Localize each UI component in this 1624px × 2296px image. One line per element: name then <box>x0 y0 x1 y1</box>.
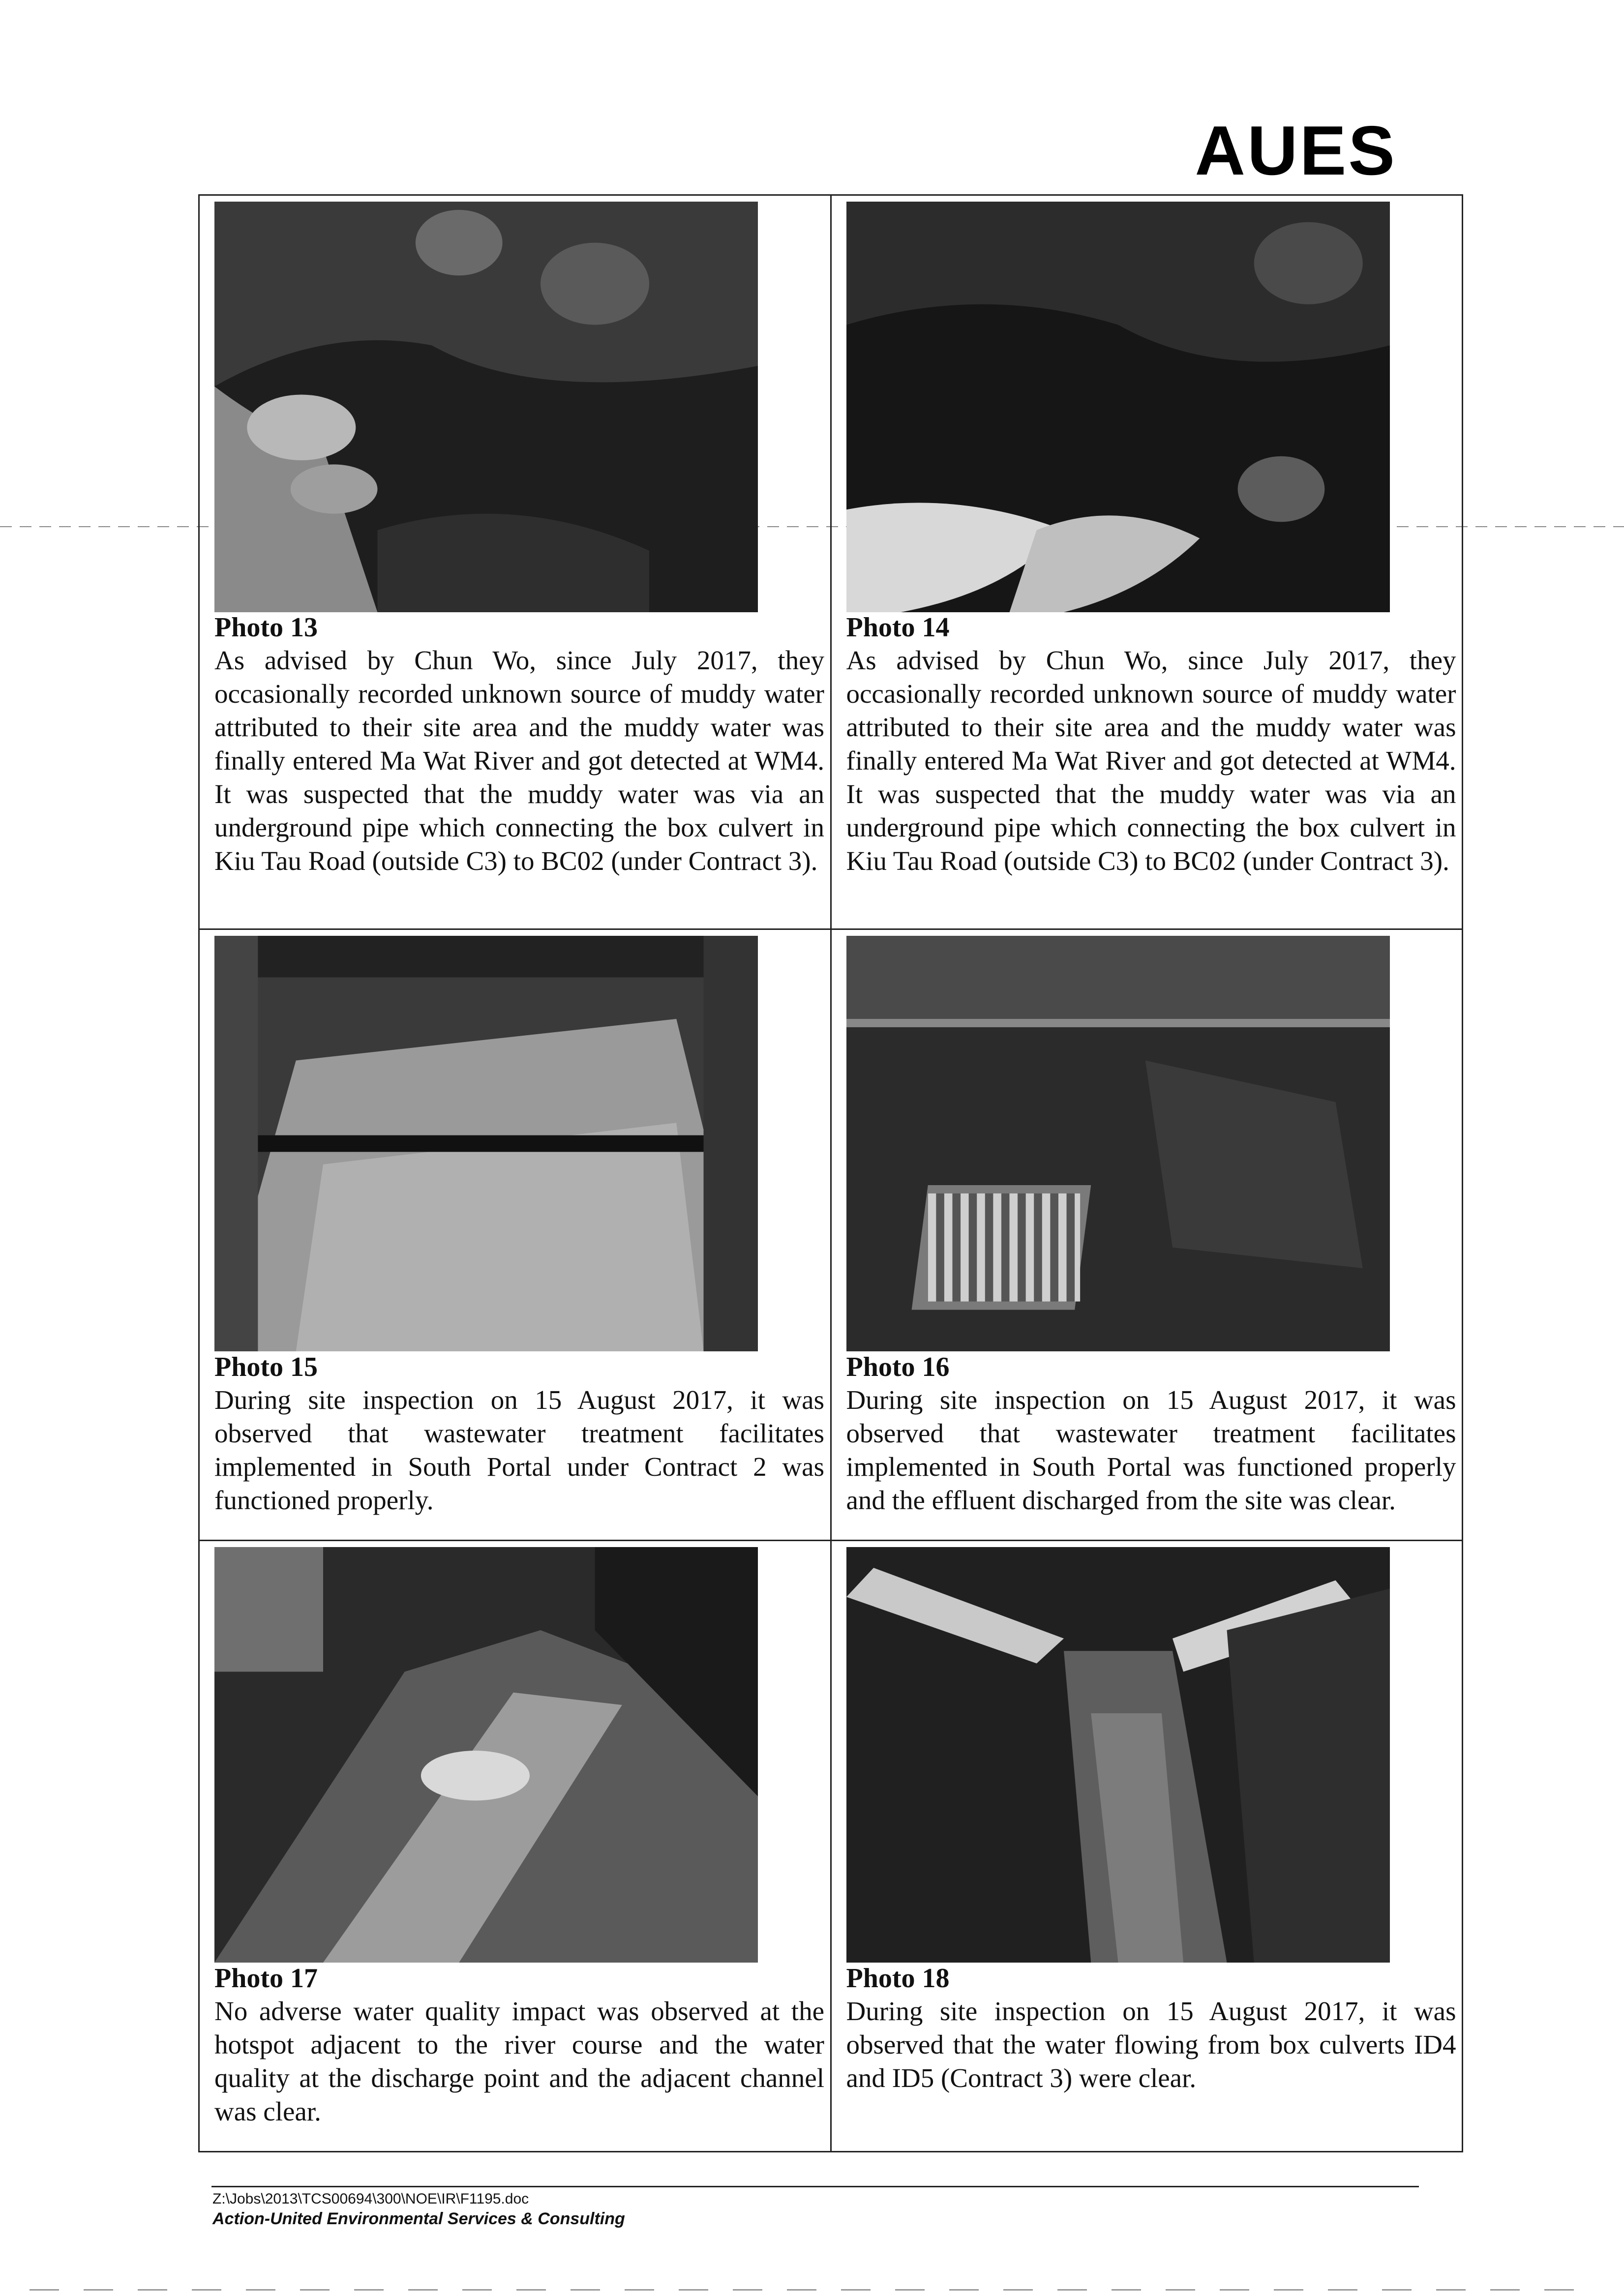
photo-cell-18 <box>831 1541 1463 2152</box>
photo-cell-16 <box>831 929 1463 1541</box>
scan-artifact-bottom <box>30 2289 1594 2291</box>
company-logo: AUES <box>1195 112 1397 190</box>
photo-17-label: Photo 17 <box>214 1963 318 1994</box>
photo-18-image <box>846 1547 1390 1963</box>
photo-18-caption <box>846 1962 1456 2095</box>
photo-cell-17 <box>199 1541 831 2152</box>
photo-15-caption <box>214 1351 824 1517</box>
photo-16-caption <box>846 1351 1456 1517</box>
photo-14-text: As advised by Chun Wo, since July 2017, they occasionally recorded unknown source of muddy water attributed to their site area and the muddy water was finally entered Ma Wat River and got detected at WM4. It was suspected that the muddy water was via an underground pipe which connecting the box culvert in Kiu Tau Road (outside C3) to BC02 (under Contract 3). <box>846 645 1456 876</box>
photo-14-image <box>846 202 1390 612</box>
photo-13-caption <box>214 611 824 878</box>
footer-company-name: Action-United Environmental Services & Consulting <box>212 2209 625 2228</box>
photo-cell-13 <box>199 195 831 929</box>
photo-13-label: Photo 13 <box>214 612 318 643</box>
photo-cell-15 <box>199 929 831 1541</box>
photo-15-label: Photo 15 <box>214 1352 318 1382</box>
photo-13-image <box>214 202 758 612</box>
photo-16-label: Photo 16 <box>846 1352 950 1382</box>
photo-14-label: Photo 14 <box>846 612 950 643</box>
photo-17-text: No adverse water quality impact was observed at the hotspot adjacent to the river course and the water quality at the discharge point and the adjacent channel was clear. <box>214 1996 824 2126</box>
photo-15-text: During site inspection on 15 August 2017, it was observed that wastewater treatment facilitates implemented in South Portal under Contract 2 was functioned properly. <box>214 1385 824 1515</box>
photo-cell-14 <box>831 195 1463 929</box>
footer-file-path: Z:\Jobs\2013\TCS00694\300\NOE\IR\F1195.doc <box>212 2191 529 2207</box>
photo-15-image <box>214 936 758 1351</box>
photo-14-caption <box>846 611 1456 878</box>
photo-18-text: During site inspection on 15 August 2017, it was observed that the water flowing from box culverts ID4 and ID5 (Contract 3) were clear. <box>846 1996 1456 2093</box>
photo-17-caption <box>214 1962 824 2128</box>
footer-divider <box>211 2186 1419 2187</box>
photo-16-text: During site inspection on 15 August 2017, it was observed that wastewater treatment facilitates implemented in South Portal was functioned properly and the effluent discharged from the site was clear. <box>846 1385 1456 1515</box>
photo-17-image <box>214 1547 758 1963</box>
photo-16-image <box>846 936 1390 1351</box>
photo-18-label: Photo 18 <box>846 1963 950 1994</box>
photo-grid <box>198 194 1463 2152</box>
photo-13-text: As advised by Chun Wo, since July 2017, they occasionally recorded unknown source of muddy water attributed to their site area and the muddy water was finally entered Ma Wat River and got detected at WM4. It was suspected that the muddy water was via an underground pipe which connecting the box culvert in Kiu Tau Road (outside C3) to BC02 (under Contract 3). <box>214 645 824 876</box>
